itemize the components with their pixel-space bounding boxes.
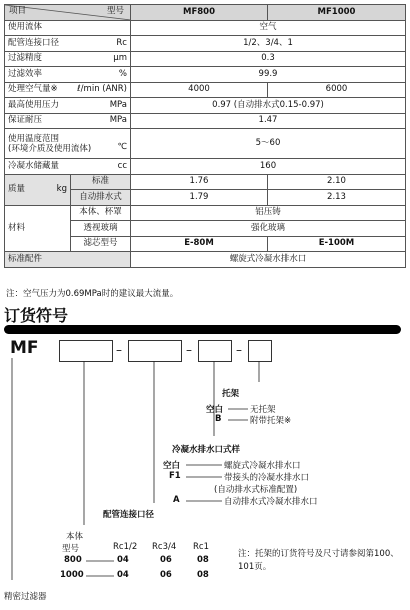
row-unit: μm	[113, 53, 127, 64]
row-value: 空气	[131, 20, 406, 36]
row-value-mf800: 4000	[131, 82, 268, 98]
bracket-code-blank: 空白	[206, 405, 224, 415]
row-value: 160	[131, 159, 406, 175]
row-label: 最高使用压力	[8, 99, 60, 110]
row-value: 1/2、3/4、1	[131, 36, 406, 52]
port-size-label: 配管连接口径	[103, 510, 155, 520]
model-1000: 1000	[60, 570, 84, 580]
code-800-rc1: 08	[197, 555, 209, 565]
drain-desc-fitting: 带接头的冷凝水排水口	[224, 473, 310, 483]
order-dash: –	[116, 343, 122, 357]
drain-desc-fitting-sub: (自动排水式标准配置)	[214, 485, 298, 495]
bracket-title: 托架	[222, 389, 240, 399]
row-value: 0.97 (自动排水式0.15-0.97)	[131, 98, 406, 114]
row-unit: MPa	[109, 115, 127, 126]
row-label: 处理空气量※	[8, 84, 58, 95]
table-footnote: 注：空气压力为0.69MPa时的建议最大流量。	[6, 289, 179, 299]
material-sub-label: 滤芯型号	[71, 236, 131, 252]
bracket-code-b: B	[215, 414, 222, 424]
material-value: 强化玻璃	[131, 221, 406, 237]
section-title: 订货符号	[4, 306, 69, 325]
drain-code-f1: F1	[169, 471, 181, 481]
bracket-note: 注：托架的订货符号及尺寸请参阅第100、101页。	[238, 549, 399, 572]
mass-value-mf1000: 2.13	[268, 190, 406, 206]
row-label: 过滤精度	[8, 53, 43, 64]
row-value: 99.9	[131, 67, 406, 83]
mass-sub-label: 自动排水式	[71, 190, 131, 206]
row-label: 使用流体	[8, 22, 43, 33]
mass-value-mf800: 1.76	[131, 174, 268, 190]
row-unit: %	[118, 68, 127, 79]
row-label: 配管连接口径	[8, 37, 60, 48]
code-1000-rc34: 06	[160, 570, 172, 580]
filter-model-mf800: E-80M	[131, 236, 268, 252]
size-rc1: Rc1	[193, 542, 209, 552]
accessory-label: 标准配件	[8, 253, 43, 264]
mass-label: 质量	[8, 184, 26, 194]
row-value-mf1000: 6000	[268, 82, 406, 98]
order-prefix: MF	[10, 338, 39, 358]
drain-code-blank: 空白	[163, 461, 181, 471]
material-sub-label: 本体、杯罩	[71, 205, 131, 221]
row-value: 0.3	[131, 51, 406, 67]
order-dash: –	[236, 343, 242, 357]
drain-title: 冷凝水排水口式样	[172, 445, 241, 455]
row-unit: ℓ/min (ANR)	[77, 84, 127, 95]
mass-sub-label: 标准	[71, 174, 131, 190]
drain-code-a: A	[173, 495, 180, 505]
body-label: 本体	[66, 532, 84, 542]
model-800: 800	[64, 555, 82, 565]
code-1000-rc1: 08	[197, 570, 209, 580]
row-value: 1.47	[131, 113, 406, 129]
material-sub-label: 透视玻璃	[71, 221, 131, 237]
header-item: 项目	[9, 6, 27, 16]
bracket-desc-none: 无托架	[250, 405, 276, 415]
row-value: 5～60	[131, 129, 406, 159]
row-unit: MPa	[109, 99, 127, 110]
row-label: 冷凝水储藏量	[8, 160, 60, 171]
header-mf800: MF800	[131, 5, 268, 21]
size-rc12: Rc1/2	[113, 542, 138, 552]
mass-value-mf800: 1.79	[131, 190, 268, 206]
row-unit: Rc	[116, 37, 127, 48]
code-1000-rc12: 04	[117, 570, 129, 580]
row-unit: ℃	[117, 141, 127, 152]
material-label: 材料	[8, 222, 26, 233]
header-model: 型号	[106, 6, 124, 16]
mass-unit: kg	[56, 184, 67, 194]
header-mf1000: MF1000	[268, 5, 406, 21]
code-800-rc12: 04	[117, 555, 129, 565]
code-800-rc34: 06	[160, 555, 172, 565]
row-label: 过滤效率	[8, 68, 43, 79]
material-value: 铝压铸	[131, 205, 406, 221]
row-unit: cc	[117, 160, 127, 171]
size-rc34: Rc3/4	[152, 542, 177, 552]
drain-desc-auto: 自动排水式冷凝水排水口	[224, 497, 318, 507]
order-dash: –	[186, 343, 192, 357]
filter-model-mf1000: E-100M	[268, 236, 406, 252]
mass-value-mf1000: 2.10	[268, 174, 406, 190]
row-label-sub: (环境介质及使用流体)	[8, 143, 92, 154]
drain-desc-screw: 螺旋式冷凝水排水口	[224, 461, 301, 471]
model-label: 型号	[62, 544, 80, 554]
bracket-desc-with: 附带托架※	[250, 416, 292, 426]
row-label: 保证耐压	[8, 115, 43, 126]
accessory-value: 螺旋式冷凝水排水口	[131, 252, 406, 268]
product-name: 精密过滤器	[4, 592, 47, 602]
row-label: 使用温度范围	[8, 133, 60, 144]
